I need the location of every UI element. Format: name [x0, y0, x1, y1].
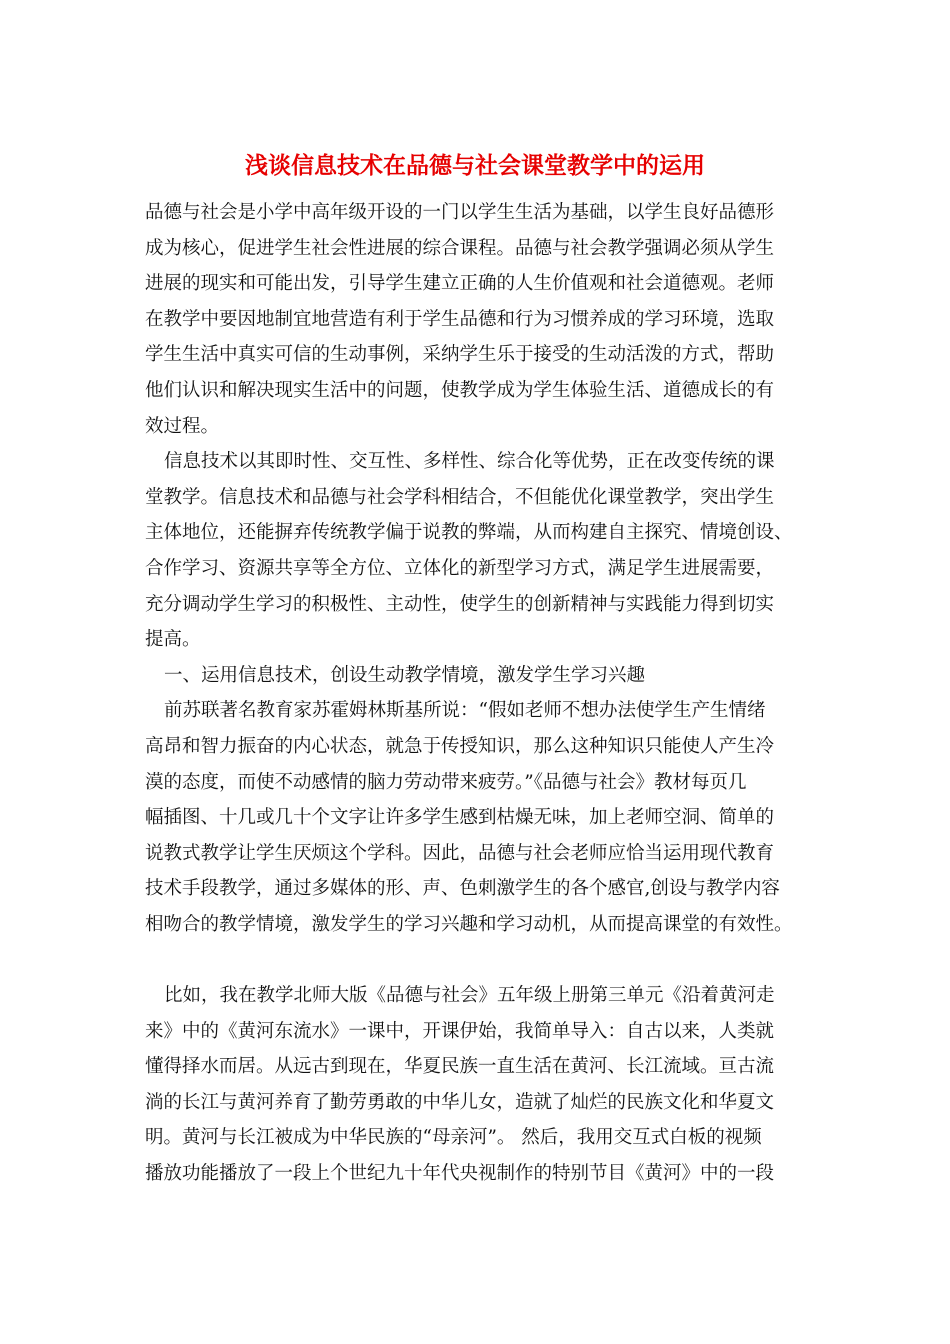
text-line: 淌的长江与黄河养育了勤劳勇敢的中华儿女，造就了灿烂的民族文化和华夏文 [145, 1091, 775, 1113]
text-line: 一、运用信息技术，创设生动教学情境，激发学生学习兴趣 [164, 664, 646, 686]
text-line: 幅插图、十几或几十个文字让许多学生感到枯燥无味，加上老师空洞、简单的 [145, 807, 775, 829]
text-line: 前苏联著名教育家苏霍姆林斯基所说：“假如老师不想办法使学生产生情绪 [164, 700, 766, 722]
text-line: 说教式教学让学生厌烦这个学科。因此，品德与社会老师应恰当运用现代教育 [145, 842, 775, 864]
document-body [145, 195, 815, 1192]
text-line: 懂得择水而居。从远古到现在，华夏民族一直生活在黄河、长江流域。亘古流 [145, 1056, 775, 1078]
text-line: 信息技术以其即时性、交互性、多样性、综合化等优势，正在改变传统的课 [164, 451, 775, 473]
text-line: 学生生活中真实可信的生动事例，采纳学生乐于接受的生动活泼的方式，帮助 [145, 344, 775, 366]
text-line: 明。黄河与长江被成为中华民族的“母亲河”。 然后，我用交互式白板的视频 [145, 1127, 762, 1149]
text-line: 品德与社会是小学中高年级开设的一门以学生生活为基础，以学生良好品德形 [145, 202, 775, 223]
text-line: 合作学习、资源共享等全方位、立体化的新型学习方式，满足学生进展需要， [145, 557, 775, 579]
text-line: 播放功能播放了一段上个世纪九十年代央视制作的特别节目《黄河》中的一段 [145, 1163, 775, 1185]
text-line: 主体地位，还能摒弃传统教学偏于说教的弊端，从而构建自主探究、情境创设、 [145, 522, 793, 544]
text-line: 来》中的《黄河东流水》一课中，开课伊始，我简单导入：自古以来，人类就 [145, 1020, 775, 1042]
text-line: 漠的态度，而使不动感情的脑力劳动带来疲劳。”《品德与社会》教材每页几 [145, 771, 747, 793]
text-line: 提高。 [145, 629, 201, 651]
blank-line [145, 942, 815, 978]
text-line: 成为核心，促进学生社会性进展的综合课程。品德与社会教学强调必须从学生 [145, 237, 775, 259]
text-line: 比如，我在教学北师大版《品德与社会》五年级上册第三单元《沿着黄河走 [164, 985, 775, 1007]
text-line: 技术手段教学，通过多媒体的形、声、色刺激学生的各个感官,创设与教学内容 [145, 878, 780, 900]
text-line: 进展的现实和可能出发，引导学生建立正确的人生价值观和社会道德观。老师 [145, 273, 775, 295]
document-title: 浅谈信息技术在品德与社会课堂教学中的运用 [245, 152, 705, 179]
text-line: 堂教学。信息技术和品德与社会学科相结合，不但能优化课堂教学，突出学生 [145, 486, 775, 508]
text-line: 他们认识和解决现实生活中的问题，使教学成为学生体验生活、道德成长的有 [145, 379, 775, 401]
text-line: 效过程。 [145, 415, 220, 437]
text-line: 在教学中要因地制宜地营造有利于学生品德和行为习惯养成的学习环境，选取 [145, 308, 775, 330]
text-line: 高昂和智力振奋的内心状态，就急于传授知识，那么这种知识只能使人产生冷 [145, 735, 775, 757]
text-line: 相吻合的教学情境，激发学生的学习兴趣和学习动机，从而提高课堂的有效性。 [145, 913, 793, 935]
text-line: 充分调动学生学习的积极性、主动性，使学生的创新精神与实践能力得到切实 [145, 593, 775, 615]
